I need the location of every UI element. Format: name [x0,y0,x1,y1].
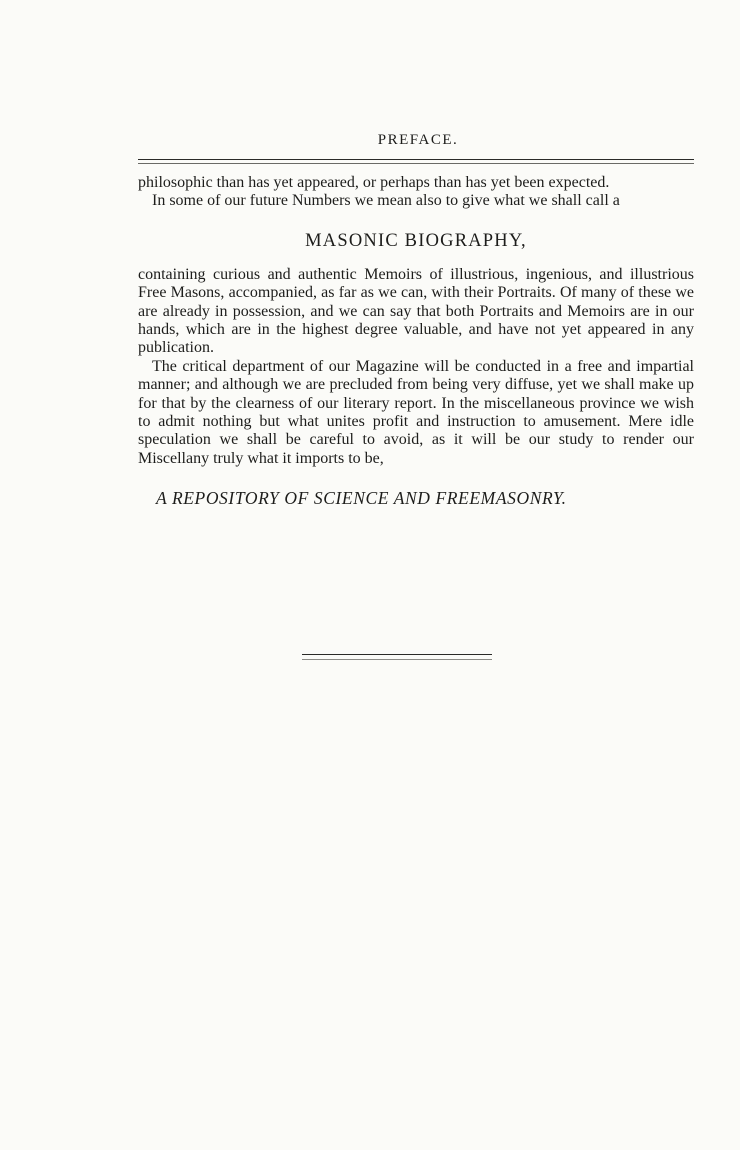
end-rule-underline [302,659,492,660]
header-rule [138,159,694,164]
paragraph-critical-department: The critical department of our Magazine will be conducted in a free and impartial manner; and although we are precluded from being very diffuse, yet we shall make up for that by the clearness of our literary report. In the miscellaneous province we wish to admit nothing but what unites profit and instruction to amusement. Mere idle speculation we shall be careful to avoid, as it will be our study to render our Miscellany truly what it imports to be, [138,357,694,467]
section-heading: MASONIC BIOGRAPHY, [305,230,527,251]
paragraph-biography: containing curious and authentic Memoirs of illustrious, ingenious, and illustrious Free Masons, accompanied, as far as we can, with their Portraits. Of many of these we are already in possession, and we can say that both Portraits and Memoirs are in our hands, which are in the highest degree valuable, and have not yet appeared in any publication. [138,265,694,357]
running-head: PREFACE. [377,132,459,148]
paragraph-future-numbers: In some of our future Numbers we mean also to give what we shall call a [152,192,620,210]
page-content [138,132,694,509]
paragraph-continued: philosophic than has yet appeared, or perhaps than has yet been expected. [138,174,610,191]
closing-title: A REPOSITORY OF SCIENCE AND FREEMASONRY. [156,488,567,509]
